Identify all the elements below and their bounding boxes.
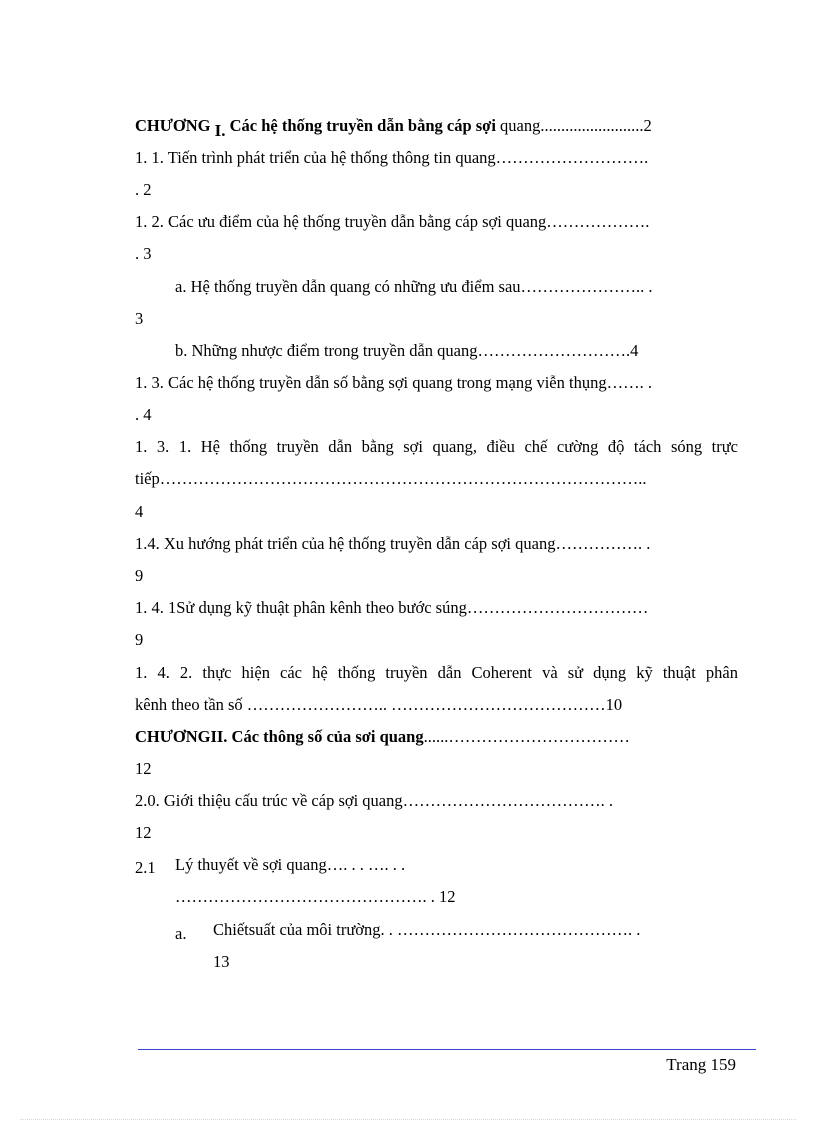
chapter-1-prefix: CHƯƠNG bbox=[135, 116, 211, 135]
page-edge-divider bbox=[20, 1119, 796, 1120]
toc-entry-1-3-page: . 4 bbox=[135, 405, 152, 424]
chapter-2-title: CHƯƠNGII. Các thông số của sơi quang bbox=[135, 727, 424, 746]
toc-chapter-1 bbox=[135, 116, 738, 140]
toc-entry-1-4-2: 1. 4. 2. thực hiện các hệ thống truyền dẫn Coherent và sử dụng kỹ thuật phân bbox=[135, 663, 738, 682]
toc-entry-1-4-page: 9 bbox=[135, 566, 144, 585]
toc-entry-1-3-1-cont: tiếp…………………………………………………………………………….. bbox=[135, 469, 647, 488]
toc-entry-1-2-a: a. Hệ thống truyền dẫn quang có những ưu điểm sau………………….. . bbox=[175, 277, 653, 296]
toc-entry-2-0-page: 12 bbox=[135, 823, 152, 842]
toc-entry-1-2-b: b. Những nhược điểm trong truyền dẫn quang……………………….4 bbox=[175, 341, 639, 360]
toc-entry-2-0: 2.0. Giới thiệu cấu trúc về cáp sợi quang………………………………. . bbox=[135, 791, 614, 810]
footer-rule bbox=[138, 1049, 756, 1050]
toc-entry-1-4-2-cont: kênh theo tần số …………………….. …………………………………10 bbox=[135, 695, 623, 714]
toc-entry-1-2: 1. 2. Các ưu điểm của hệ thống truyền dẫn bằng cáp sợi quang………………. bbox=[135, 212, 650, 231]
toc-entry-1-1: 1. 1. Tiến trình phát triển của hệ thống thông tin quang………………………. bbox=[135, 148, 649, 167]
toc-entry-1-3: 1. 3. Các hệ thống truyền dẫn số bằng sợi quang trong mạng viễn thụng……. . bbox=[135, 373, 652, 392]
toc-entry-2-1-a: Chiếtsuất của môi trường. . ……………………………………. . bbox=[213, 920, 641, 939]
toc-entry-1-3-1-page: 4 bbox=[135, 502, 144, 521]
chapter-1-number: I. bbox=[214, 121, 226, 140]
toc-chapter-2-page: 12 bbox=[135, 759, 152, 778]
toc-chapter-2 bbox=[135, 727, 738, 747]
toc-entry-2-1: Lý thuyết về sợi quang…. . . …. . . bbox=[175, 855, 406, 874]
toc-entry-1-2-a-page: 3 bbox=[135, 309, 144, 328]
chapter-2-tail: ......…………………………… bbox=[423, 727, 630, 746]
toc-entry-1-2-page: . 3 bbox=[135, 244, 152, 263]
page-number: Trang 159 bbox=[666, 1055, 736, 1074]
toc-entry-1-1-page: . 2 bbox=[135, 180, 152, 199]
toc-entry-2-1-a-page: 13 bbox=[213, 952, 230, 971]
toc-entry-2-1-cont: ………………………………………. . 12 bbox=[175, 887, 456, 906]
toc-entry-1-4: 1.4. Xu hướng phát triển của hệ thống truyền dẫn cáp sợi quang……………. . bbox=[135, 534, 651, 553]
toc-entry-1-4-1-page: 9 bbox=[135, 630, 144, 649]
chapter-1-tail: quang.........................2 bbox=[495, 116, 652, 135]
toc-entry-1-3-1: 1. 3. 1. Hệ thống truyền dẫn bằng sợi quang, điều chế cường độ tách sóng trực bbox=[135, 437, 738, 456]
toc-entry-2-1-a-label: a. bbox=[175, 924, 187, 943]
toc-entry-2-1-number: 2.1 bbox=[135, 858, 156, 877]
toc-entry-1-4-1: 1. 4. 1Sử dụng kỹ thuật phân kênh theo bước súng…………………………… bbox=[135, 598, 649, 617]
chapter-1-title: Các hệ thống truyền dẫn bằng cáp sợi bbox=[229, 116, 496, 135]
